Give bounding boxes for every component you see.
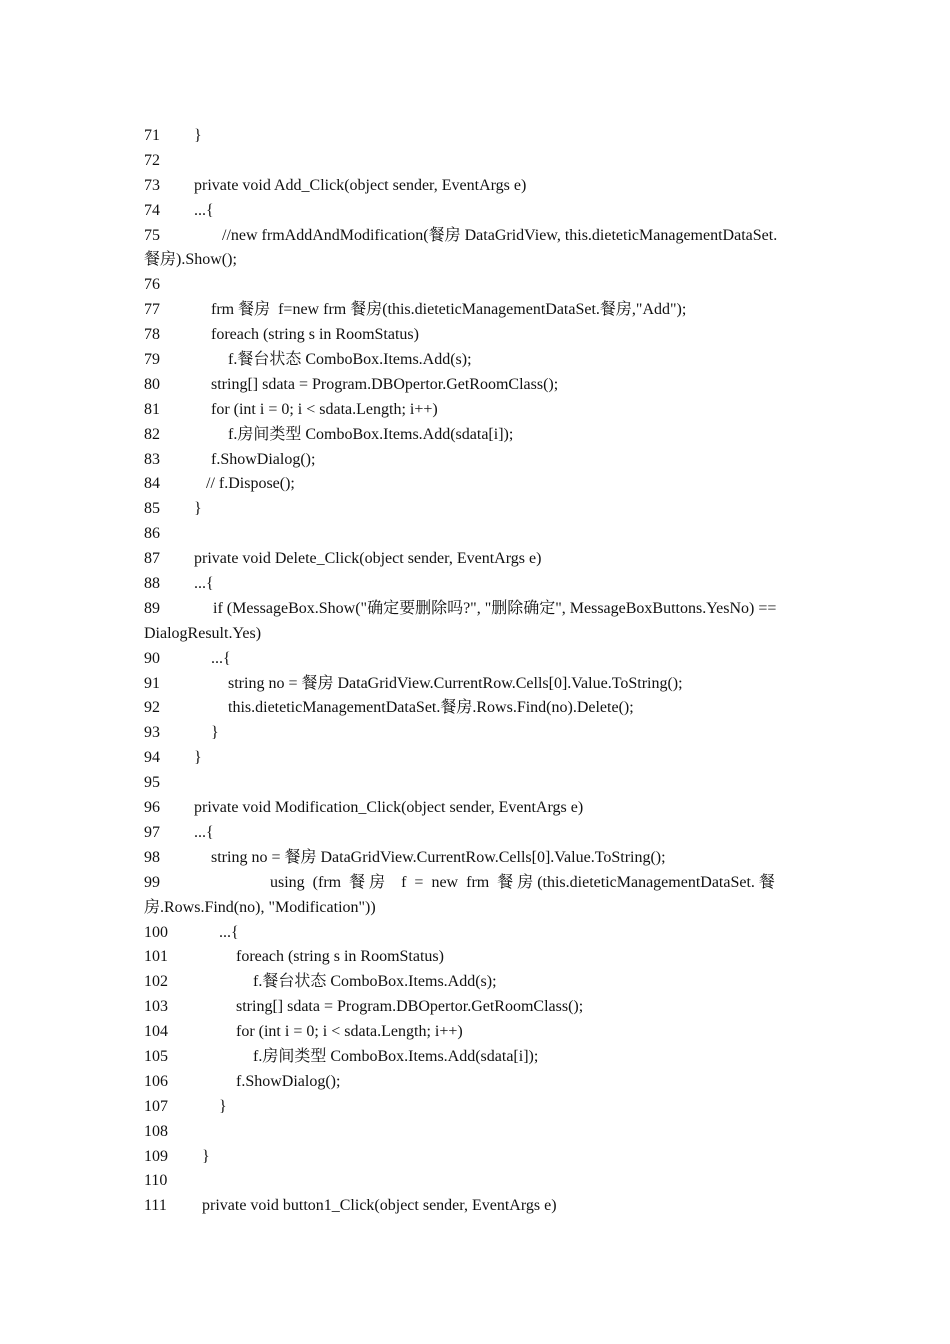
line-text: f.ShowDialog(); [211,450,316,468]
line-number: 80 [144,375,160,393]
code-line [144,771,808,796]
line-text: foreach (string s in RoomStatus) [236,948,444,966]
code-line [144,1169,808,1194]
line-number: 101 [144,948,168,966]
line-number: 94 [144,749,160,767]
code-line [144,746,808,771]
line-number: 81 [144,400,160,418]
code-line [144,472,808,497]
line-number: 106 [144,1072,168,1090]
line-text: //new frmAddAndModification(餐房 DataGridView, this.dieteticManagementDataSet. [222,226,778,244]
code-line [144,970,808,995]
code-line [144,199,808,224]
code-line [144,846,808,871]
line-number: 72 [144,151,160,169]
line-text: for (int i = 0; i < sdata.Length; i++) [211,400,438,418]
code-line-continuation [144,896,808,921]
line-number: 105 [144,1047,168,1065]
line-number: 111 [144,1197,167,1215]
code-line [144,995,808,1020]
line-number: 76 [144,276,160,294]
line-text: frm 餐房 f=new frm 餐房(this.dieteticManagementDataSet.餐房,"Add"); [211,301,687,319]
line-text: } [211,724,219,742]
code-line [144,124,808,149]
code-line [144,1120,808,1145]
code-line [144,497,808,522]
line-text: private void Modification_Click(object sender, EventArgs e) [194,799,584,817]
line-number: 74 [144,201,160,219]
line-number: 84 [144,475,160,493]
code-line [144,522,808,547]
line-text: ...{ [219,923,239,941]
code-line [144,1020,808,1045]
line-text: ...{ [194,575,214,593]
line-number: 77 [144,301,160,319]
line-number: 78 [144,326,160,344]
code-line [144,672,808,697]
line-number: 97 [144,823,160,841]
code-line [144,945,808,970]
line-text: } [202,1147,210,1165]
line-text: string[] sdata = Program.DBOpertor.GetRoomClass(); [236,998,584,1016]
code-line [144,149,808,174]
code-line [144,647,808,672]
code-line [144,1095,808,1120]
code-listing [144,124,808,1219]
code-line-continuation [144,622,808,647]
code-line [144,298,808,323]
line-text: ...{ [194,823,214,841]
line-number: 71 [144,127,160,144]
line-text: } [194,127,202,144]
line-text: } [194,500,202,518]
line-text: using (frm 餐 房 f = new frm 餐 房 (this.dieteticManagementDataSet. 餐 [270,873,775,891]
line-number: 89 [144,599,160,617]
code-line [144,373,808,398]
code-line [144,174,808,199]
code-line [144,721,808,746]
code-line [144,348,808,373]
line-text: string no = 餐房 DataGridView.CurrentRow.Cells[0].Value.ToString(); [228,674,683,692]
line-text: for (int i = 0; i < sdata.Length; i++) [236,1023,463,1041]
line-text: private void Add_Click(object sender, EventArgs e) [194,176,527,194]
line-number: 75 [144,226,160,244]
code-line-continuation [144,248,808,273]
line-number: 92 [144,699,160,717]
code-line [144,423,808,448]
code-line [144,871,808,896]
code-line [144,323,808,348]
line-text: } [194,749,202,767]
line-number: 87 [144,550,160,568]
line-number: 88 [144,575,160,593]
code-line [144,696,808,721]
line-text: } [219,1097,227,1115]
line-number: 103 [144,998,168,1016]
line-number: 98 [144,848,160,866]
code-line [144,821,808,846]
line-text: string no = 餐房 DataGridView.CurrentRow.Cells[0].Value.ToString(); [211,848,666,866]
code-line [144,597,808,622]
line-number: 102 [144,973,168,991]
code-line [144,273,808,298]
line-text: string[] sdata = Program.DBOpertor.GetRoomClass(); [211,375,559,393]
line-text: private void button1_Click(object sender, EventArgs e) [202,1197,557,1215]
code-line [144,398,808,423]
line-text: foreach (string s in RoomStatus) [211,326,419,344]
line-number: 79 [144,351,160,369]
line-text: f.房间类型 ComboBox.Items.Add(sdata[i]); [253,1047,539,1065]
code-line [144,547,808,572]
line-text: if (MessageBox.Show("确定要删除吗?", "删除确定", MessageBoxButtons.YesNo) == [213,599,777,617]
line-number: 110 [144,1172,168,1190]
code-line [144,1194,808,1219]
line-text: private void Delete_Click(object sender, EventArgs e) [194,550,542,568]
line-number: 107 [144,1097,168,1115]
line-number: 91 [144,674,160,692]
line-text-continuation: 房.Rows.Find(no), "Modification")) [144,898,376,916]
code-line [144,1145,808,1170]
line-number: 85 [144,500,160,518]
line-text: ...{ [211,649,231,667]
line-number: 86 [144,525,160,543]
line-text: ...{ [194,201,214,219]
line-text-continuation: DialogResult.Yes) [144,624,262,642]
code-line [144,1070,808,1095]
code-line [144,1045,808,1070]
line-text: f.餐台状态 ComboBox.Items.Add(s); [228,351,472,369]
line-text: f.ShowDialog(); [236,1072,341,1090]
line-number: 108 [144,1122,168,1140]
line-number: 73 [144,176,160,194]
line-number: 95 [144,774,160,792]
code-line [144,796,808,821]
line-number: 96 [144,799,160,817]
line-number: 93 [144,724,160,742]
code-line [144,572,808,597]
line-number: 90 [144,649,160,667]
line-number: 109 [144,1147,168,1165]
code-line [144,921,808,946]
line-text-continuation: 餐房).Show(); [144,251,237,269]
code-line [144,224,808,249]
line-number: 99 [144,873,160,891]
line-number: 82 [144,425,160,443]
line-text: this.dieteticManagementDataSet.餐房.Rows.Find(no).Delete(); [228,699,634,717]
line-number: 83 [144,450,160,468]
line-text: // f.Dispose(); [206,475,295,493]
code-line [144,448,808,473]
line-number: 104 [144,1023,168,1041]
line-text: f.房间类型 ComboBox.Items.Add(sdata[i]); [228,425,514,443]
line-number: 100 [144,923,168,941]
line-text: f.餐台状态 ComboBox.Items.Add(s); [253,973,497,991]
